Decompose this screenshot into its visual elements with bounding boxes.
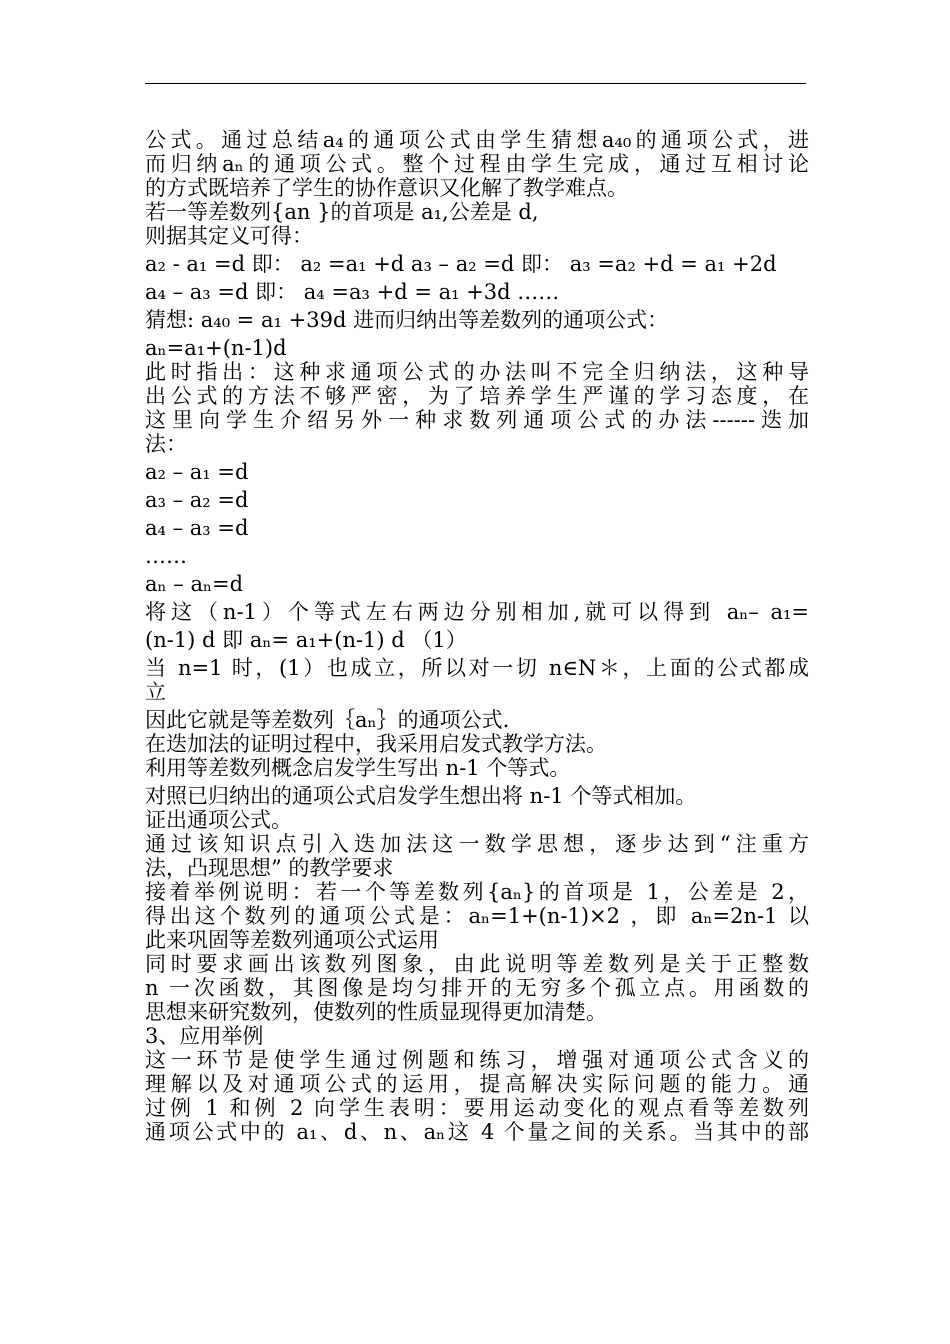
text-line: 此时指出：这种求通项公式的办法叫不完全归纳法，这种导 bbox=[145, 360, 809, 384]
text-line: 这里向学生介绍另外一种求数列通项公式的办法------迭加 bbox=[145, 408, 809, 432]
formula-line: (n-1) d 即 aₙ= a₁+(n-1) d （1） bbox=[145, 628, 467, 652]
formula-line: a₄ – a₃ =d bbox=[145, 516, 249, 540]
text-line: 法： bbox=[145, 432, 187, 456]
text-line: 过例 1 和例 2 向学生表明：要用运动变化的观点看等差数列 bbox=[145, 1096, 809, 1120]
text-line: 这一环节是使学生通过例题和练习，增强对通项公式含义的 bbox=[145, 1048, 809, 1072]
text-line: 出公式的方法不够严密，为了培养学生严谨的学习态度，在 bbox=[145, 384, 809, 408]
text-line: 得出这个数列的通项公式是：aₙ=1+(n-1)×2 ，即 aₙ=2n-1 以 bbox=[145, 904, 809, 928]
header-rule bbox=[145, 83, 806, 84]
text-line: 法，凸现思想” 的教学要求 bbox=[145, 856, 394, 880]
text-line: 思想来研究数列，使数列的性质显现得更加清楚。 bbox=[145, 1000, 607, 1024]
text-line: 对照已归纳出的通项公式启发学生想出将 n-1 个等式相加。 bbox=[145, 784, 697, 808]
text-line: 将这（n-1）个等式左右两边分别相加,就可以得到 aₙ– a₁= bbox=[145, 600, 809, 624]
text-line: 猜想: a₄₀ = a₁ +39d 进而归纳出等差数列的通项公式： bbox=[145, 308, 669, 332]
text-line: 理解以及对通项公式的运用，提高解决实际问题的能力。通 bbox=[145, 1072, 809, 1096]
text-line: n 一次函数，其图像是均匀排开的无穷多个孤立点。用函数的 bbox=[145, 976, 809, 1000]
formula-line: a₄ – a₃ =d 即： a₄ =a₃ +d = a₁ +3d …… bbox=[145, 280, 560, 304]
text-line: 则据其定义可得： bbox=[145, 224, 313, 248]
formula-line: aₙ=a₁+(n-1)d bbox=[145, 336, 287, 360]
text-line: 通项公式中的 a₁、d、n、aₙ这 4 个量之间的关系。当其中的部 bbox=[145, 1120, 809, 1144]
formula-line: a₂ - a₁ =d 即： a₂ =a₁ +d a₃ – a₂ =d 即： a₃ =a₂ +d = a₁ +2d bbox=[145, 252, 777, 276]
text-line: 的方式既培养了学生的协作意识又化解了教学难点。 bbox=[145, 176, 628, 200]
text-line: 利用等差数列概念启发学生写出 n-1 个等式。 bbox=[145, 756, 571, 780]
text-line: 立 bbox=[145, 680, 166, 704]
text-line: 当 n=1 时，(1）也成立，所以对一切 n∈N＊，上面的公式都成 bbox=[145, 656, 809, 680]
text-line: 此来巩固等差数列通项公式运用 bbox=[145, 928, 439, 952]
formula-line: a₂ – a₁ =d bbox=[145, 460, 249, 484]
text-line: 同时要求画出该数列图象，由此说明等差数列是关于正整数 bbox=[145, 952, 809, 976]
text-line: 若一等差数列{an }的首项是 a₁,公差是 d, bbox=[145, 200, 539, 224]
text-line: 通过该知识点引入迭加法这一数学思想，逐步达到“注重方 bbox=[145, 832, 809, 856]
text-line: 接着举例说明：若一个等差数列{aₙ}的首项是 1，公差是 2， bbox=[145, 880, 809, 904]
text-line: 在迭加法的证明过程中，我采用启发式教学方法。 bbox=[145, 732, 607, 756]
text-line: 因此它就是等差数列｛aₙ｝的通项公式. bbox=[145, 708, 510, 732]
formula-line: …… bbox=[145, 544, 187, 568]
text-line: 公式。通过总结a₄的通项公式由学生猜想a₄₀的通项公式，进 bbox=[145, 128, 809, 152]
formula-line: aₙ – aₙ=d bbox=[145, 572, 244, 596]
text-line: 而归纳aₙ的通项公式。整个过程由学生完成，通过互相讨论 bbox=[145, 152, 809, 176]
formula-line: a₃ – a₂ =d bbox=[145, 488, 249, 512]
section-heading: 3、应用举例 bbox=[145, 1024, 264, 1048]
text-line: 证出通项公式。 bbox=[145, 808, 292, 832]
document-body bbox=[145, 128, 809, 1144]
